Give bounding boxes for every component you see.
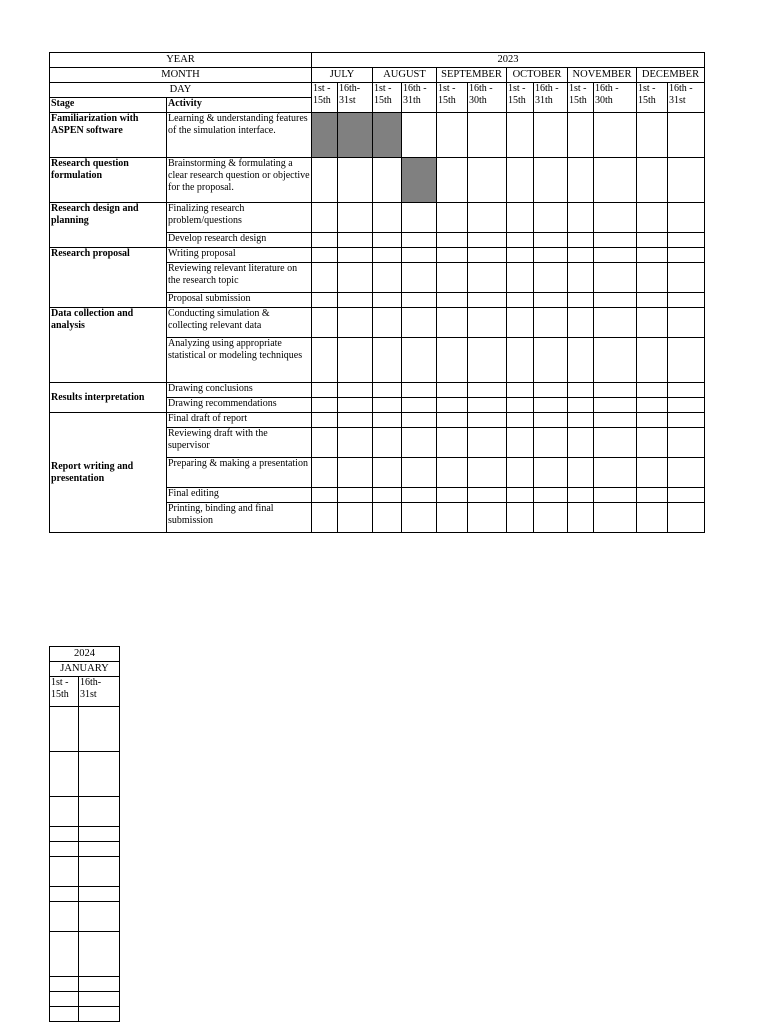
period-cell xyxy=(79,902,120,932)
month-label: MONTH xyxy=(50,68,312,83)
period-cell xyxy=(50,1007,79,1022)
month-header: JULY xyxy=(312,68,373,83)
activity-name: Final editing xyxy=(167,488,312,503)
period-cell xyxy=(50,842,79,857)
period-cell xyxy=(79,857,120,887)
activity-name: Printing, binding and final submission xyxy=(167,503,312,533)
month-header: JANUARY xyxy=(50,662,120,677)
shaded-period-cell xyxy=(338,113,373,158)
activity-name: Conducting simulation & collecting relevant data xyxy=(167,308,312,338)
month-header: NOVEMBER xyxy=(568,68,637,83)
shaded-period-cell xyxy=(402,158,437,203)
period-cell xyxy=(79,1007,120,1022)
period-cell xyxy=(50,797,79,827)
stage-name: Research question formulation xyxy=(50,158,167,203)
day-range-header: 16th - 30th xyxy=(594,83,637,113)
stage-header: Stage xyxy=(50,98,167,113)
period-cell xyxy=(79,752,120,797)
day-range-header: 16th- 31st xyxy=(79,677,120,707)
stage-name: Research proposal xyxy=(50,248,167,308)
day-range-header: 16th - 31th xyxy=(402,83,437,113)
period-cell xyxy=(79,797,120,827)
day-range-header: 1st - 15th xyxy=(507,83,534,113)
day-range-header: 1st - 15th xyxy=(373,83,402,113)
activity-name: Develop research design xyxy=(167,233,312,248)
activity-name: Reviewing relevant literature on the research topic xyxy=(167,263,312,293)
period-cell xyxy=(50,707,79,752)
period-cell xyxy=(50,752,79,797)
activity-name: Brainstorming & formulating a clear research question or objective for the proposal. xyxy=(167,158,312,203)
period-cell xyxy=(79,887,120,902)
period-cell xyxy=(50,857,79,887)
activity-name: Final draft of report xyxy=(167,413,312,428)
day-label: DAY xyxy=(50,83,312,98)
period-cell xyxy=(50,902,79,932)
activity-header: Activity xyxy=(167,98,312,113)
day-range-header: 16th - 31th xyxy=(534,83,568,113)
stage-name: Familiarization with ASPEN software xyxy=(50,113,167,158)
activity-name: Drawing recommendations xyxy=(167,398,312,413)
activity-name: Writing proposal xyxy=(167,248,312,263)
period-cell xyxy=(79,707,120,752)
period-cell xyxy=(50,827,79,842)
day-range-header: 1st - 15th xyxy=(50,677,79,707)
activity-name: Finalizing research problem/questions xyxy=(167,203,312,233)
stage-name: Research design and planning xyxy=(50,203,167,248)
period-cell xyxy=(50,977,79,992)
year-label: YEAR xyxy=(50,53,312,68)
stage-name: Report writing and presentation xyxy=(50,413,167,533)
day-range-header: 1st - 15th xyxy=(437,83,468,113)
gantt-table-2023 xyxy=(49,52,705,533)
activity-name: Analyzing using appropriate statistical or modeling techniques xyxy=(167,338,312,383)
year-value: 2023 xyxy=(312,53,705,68)
shaded-period-cell xyxy=(312,113,338,158)
shaded-period-cell xyxy=(373,113,402,158)
month-header: AUGUST xyxy=(373,68,437,83)
month-header: OCTOBER xyxy=(507,68,568,83)
period-cell xyxy=(79,977,120,992)
period-cell xyxy=(50,887,79,902)
activity-name: Proposal submission xyxy=(167,293,312,308)
month-header: DECEMBER xyxy=(637,68,705,83)
period-cell xyxy=(79,842,120,857)
month-header: SEPTEMBER xyxy=(437,68,507,83)
year-value: 2024 xyxy=(50,647,120,662)
period-cell xyxy=(50,932,79,977)
activity-name: Drawing conclusions xyxy=(167,383,312,398)
stage-name: Data collection and analysis xyxy=(50,308,167,383)
day-range-header: 16th - 30th xyxy=(468,83,507,113)
activity-name: Reviewing draft with the supervisor xyxy=(167,428,312,458)
period-cell xyxy=(50,992,79,1007)
period-cell xyxy=(79,827,120,842)
day-range-header: 1st - 15th xyxy=(568,83,594,113)
period-cell xyxy=(79,992,120,1007)
activity-name: Preparing & making a presentation xyxy=(167,458,312,488)
activity-name: Learning & understanding features of the simulation interface. xyxy=(167,113,312,158)
day-range-header: 16th - 31st xyxy=(668,83,705,113)
period-cell xyxy=(79,932,120,977)
gantt-table-2024 xyxy=(49,646,120,1022)
stage-name: Results interpretation xyxy=(50,383,167,413)
day-range-header: 1st - 15th xyxy=(637,83,668,113)
day-range-header: 1st - 15th xyxy=(312,83,338,113)
day-range-header: 16th- 31st xyxy=(338,83,373,113)
